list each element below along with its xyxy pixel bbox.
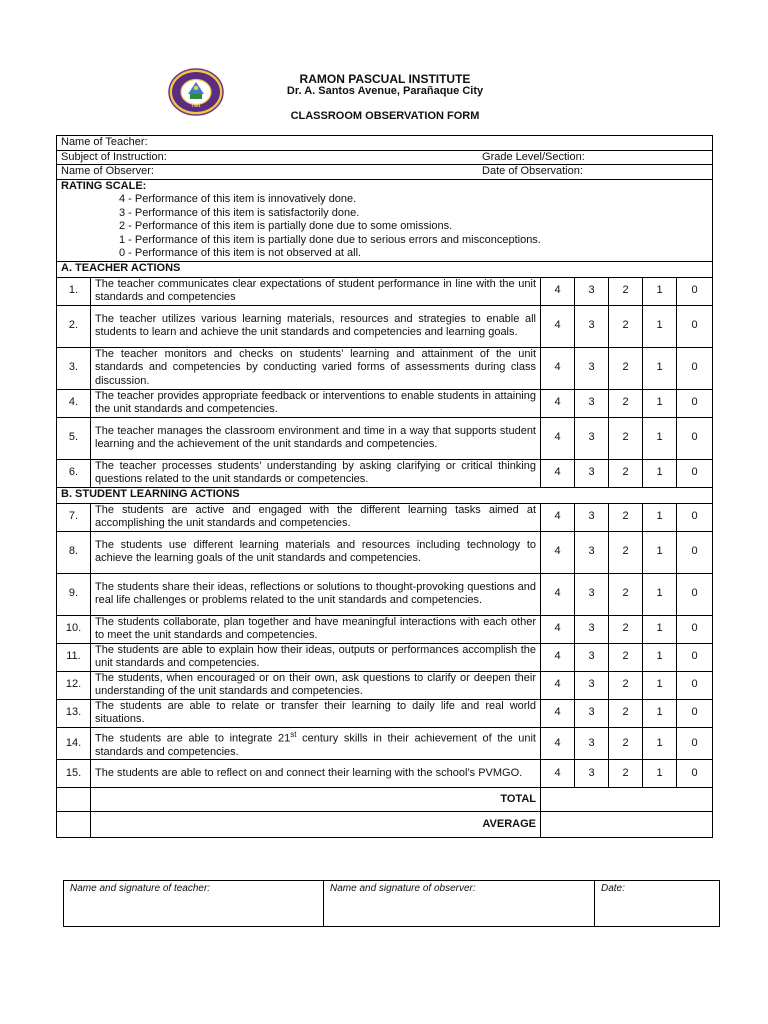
subject-grade-field[interactable] [57, 150, 713, 165]
criterion-statement: The teacher monitors and checks on students’ learning and attainment of the unit standards and competencies by conducting varied forms of assessments during class discussion. [91, 347, 541, 389]
criterion-number: 14. [57, 727, 91, 760]
rating-option-0[interactable]: 0 [677, 417, 713, 459]
school-seal-logo [168, 68, 224, 116]
criterion-statement: The teacher communicates clear expectations of student performance in line with the unit standards and competencies [91, 277, 541, 305]
criterion-statement: The students, when encouraged or on their own, ask questions to clarify or deepen their understanding of the unit standards and competencies. [91, 671, 541, 699]
rating-scale [57, 179, 713, 261]
form-title: CLASSROOM OBSERVATION FORM [290, 110, 480, 122]
rating-option-2[interactable]: 2 [609, 417, 643, 459]
rating-option-4[interactable]: 4 [541, 277, 575, 305]
observer-label: Name of Observer: [61, 165, 154, 177]
rating-option-0[interactable]: 0 [677, 643, 713, 671]
rating-option-3[interactable]: 3 [575, 727, 609, 760]
date-observation-label: Date of Observation: [482, 165, 583, 177]
rating-option-0[interactable]: 0 [677, 671, 713, 699]
rating-option-2[interactable]: 2 [609, 503, 643, 531]
rating-scale-line: 3 - Performance of this item is satisfactorily done. [119, 206, 360, 219]
teacher-signature-box[interactable] [64, 881, 324, 927]
criterion-row [57, 643, 713, 671]
rating-option-0[interactable]: 0 [677, 459, 713, 487]
rating-option-0[interactable]: 0 [677, 389, 713, 417]
rating-option-1[interactable]: 1 [643, 277, 677, 305]
criterion-statement: The students collaborate, plan together and have meaningful interactions with each other to meet the unit standards and competencies. [91, 615, 541, 643]
rating-option-4[interactable]: 4 [541, 671, 575, 699]
rating-option-0[interactable]: 0 [677, 615, 713, 643]
section-a-title: A. TEACHER ACTIONS [57, 261, 713, 277]
rating-option-3[interactable]: 3 [575, 503, 609, 531]
criterion-number: 2. [57, 305, 91, 347]
criterion-number: 10. [57, 615, 91, 643]
criterion-statement: The students are able to explain how their ideas, outputs or performances accomplish the unit standards and competencies. [91, 643, 541, 671]
rating-option-4[interactable]: 4 [541, 643, 575, 671]
signature-table [63, 880, 720, 927]
rating-option-4[interactable]: 4 [541, 615, 575, 643]
rating-option-3[interactable]: 3 [575, 643, 609, 671]
criterion-statement: The teacher manages the classroom environment and time in a way that supports student learning and the achievement of the unit standards and competencies. [91, 417, 541, 459]
rating-option-1[interactable]: 1 [643, 727, 677, 760]
rating-option-1[interactable]: 1 [643, 760, 677, 788]
grade-section-label: Grade Level/Section: [482, 150, 585, 163]
average-label: AVERAGE [91, 812, 541, 838]
criterion-statement: The teacher provides appropriate feedback or interventions to enable students in attaining the unit standards and competencies. [91, 389, 541, 417]
criterion-statement: The teacher processes students’ understanding by asking clarifying or critical thinking questions related to the unit standards or competencies. [91, 459, 541, 487]
rating-option-4[interactable]: 4 [541, 417, 575, 459]
observation-table [56, 135, 713, 838]
rating-option-4[interactable]: 4 [541, 305, 575, 347]
teacher-name-field[interactable] [57, 136, 713, 151]
rating-option-1[interactable]: 1 [643, 389, 677, 417]
criterion-row [57, 671, 713, 699]
criterion-number: 8. [57, 531, 91, 573]
rating-option-4[interactable]: 4 [541, 699, 575, 727]
criterion-number: 7. [57, 503, 91, 531]
average-blank-cell [57, 812, 91, 838]
rating-scale-line: 1 - Performance of this item is partially done due to serious errors and misconceptions. [119, 233, 541, 246]
total-label: TOTAL [91, 788, 541, 812]
rating-option-4[interactable]: 4 [541, 531, 575, 573]
rating-scale-line: 4 - Performance of this item is innovatively done. [119, 193, 357, 205]
criterion-statement: The students are active and engaged with the different learning tasks aimed at accomplishing the unit standards and competencies. [91, 503, 541, 531]
criterion-number: 12. [57, 671, 91, 699]
total-value-cell[interactable] [541, 788, 713, 812]
total-blank-cell [57, 788, 91, 812]
rating-option-0[interactable]: 0 [677, 573, 713, 615]
criterion-row [57, 573, 713, 615]
rating-option-2[interactable]: 2 [609, 277, 643, 305]
teacher-signature-label: Name and signature of teacher: [70, 883, 211, 894]
rating-option-3[interactable]: 3 [575, 760, 609, 788]
rating-option-0[interactable]: 0 [677, 760, 713, 788]
criterion-number: 1. [57, 277, 91, 305]
logo-year: 1984 [191, 103, 201, 108]
rating-scale-line: 0 - Performance of this item is not observed at all. [119, 247, 362, 259]
criterion-number: 11. [57, 643, 91, 671]
rating-option-3[interactable]: 3 [575, 573, 609, 615]
rating-option-4[interactable]: 4 [541, 459, 575, 487]
rating-option-2[interactable]: 2 [609, 347, 643, 389]
criterion-number: 3. [57, 347, 91, 389]
rating-option-0[interactable]: 0 [677, 277, 713, 305]
criterion-row [57, 305, 713, 347]
rating-option-1[interactable]: 1 [643, 459, 677, 487]
rating-option-2[interactable]: 2 [609, 615, 643, 643]
date-signature-box[interactable] [595, 881, 720, 927]
rating-option-3[interactable]: 3 [575, 531, 609, 573]
rating-option-2[interactable]: 2 [609, 531, 643, 573]
rating-option-0[interactable]: 0 [677, 531, 713, 573]
rating-option-3[interactable]: 3 [575, 347, 609, 389]
rating-option-1[interactable]: 1 [643, 531, 677, 573]
criterion-row [57, 727, 713, 760]
rating-option-0[interactable]: 0 [677, 347, 713, 389]
criterion-statement: The teacher utilizes various learning materials, resources and strategies to enable all students to learn and achieve the unit standards and competencies and learning goals. [91, 305, 541, 347]
rating-option-2[interactable]: 2 [609, 727, 643, 760]
rating-option-3[interactable]: 3 [575, 389, 609, 417]
rating-scale-title: RATING SCALE: [61, 179, 147, 192]
rating-option-1[interactable]: 1 [643, 643, 677, 671]
criterion-row [57, 459, 713, 487]
rating-option-2[interactable]: 2 [609, 643, 643, 671]
rating-option-1[interactable]: 1 [643, 615, 677, 643]
criterion-row [57, 760, 713, 788]
criterion-number: 9. [57, 573, 91, 615]
criterion-number: 15. [57, 760, 91, 788]
criterion-row [57, 417, 713, 459]
criterion-row [57, 503, 713, 531]
rating-option-1[interactable]: 1 [643, 347, 677, 389]
rating-option-2[interactable]: 2 [609, 305, 643, 347]
criterion-row [57, 277, 713, 305]
rating-scale-line: 2 - Performance of this item is partially done due to some omissions. [119, 220, 453, 232]
criterion-statement: The students share their ideas, reflections or solutions to thought-provoking questions and real life challenges or problems related to the unit standards and competencies. [91, 573, 541, 615]
rating-option-3[interactable]: 3 [575, 305, 609, 347]
rating-option-1[interactable]: 1 [643, 671, 677, 699]
criterion-statement: The students use different learning materials and resources including technology to achieve the learning goals of the unit standards and competencies. [91, 531, 541, 573]
observer-signature-box[interactable] [324, 881, 595, 927]
rating-option-2[interactable]: 2 [609, 389, 643, 417]
rating-option-4[interactable]: 4 [541, 389, 575, 417]
criterion-statement: The students are able to integrate 21st century skills in their achievement of the unit standards and competencies. [91, 727, 541, 760]
criterion-row [57, 699, 713, 727]
rating-option-2[interactable]: 2 [609, 459, 643, 487]
criterion-statement: The students are able to relate or transfer their learning to daily life and real world situations. [91, 699, 541, 727]
rating-option-3[interactable]: 3 [575, 277, 609, 305]
rating-option-0[interactable]: 0 [677, 503, 713, 531]
rating-option-4[interactable]: 4 [541, 573, 575, 615]
rating-option-1[interactable]: 1 [643, 417, 677, 459]
criterion-row [57, 615, 713, 643]
observer-signature-label: Name and signature of observer: [330, 883, 476, 894]
criterion-statement: The students are able to reflect on and connect their learning with the school’s PVMGO. [91, 760, 541, 788]
criterion-number: 6. [57, 459, 91, 487]
criterion-number: 13. [57, 699, 91, 727]
criterion-row [57, 531, 713, 573]
rating-option-2[interactable]: 2 [609, 573, 643, 615]
rating-option-4[interactable]: 4 [541, 727, 575, 760]
rating-option-4[interactable]: 4 [541, 503, 575, 531]
criterion-row [57, 347, 713, 389]
rating-option-2[interactable]: 2 [609, 699, 643, 727]
section-b-title: B. STUDENT LEARNING ACTIONS [57, 487, 713, 503]
teacher-name-label: Name of Teacher: [61, 136, 148, 148]
rating-option-1[interactable]: 1 [643, 503, 677, 531]
rating-option-0[interactable]: 0 [677, 699, 713, 727]
rating-option-3[interactable]: 3 [575, 417, 609, 459]
rating-option-4[interactable]: 4 [541, 760, 575, 788]
rating-option-3[interactable]: 3 [575, 615, 609, 643]
institution-name: RAMON PASCUAL INSTITUTE [299, 72, 471, 86]
rating-option-4[interactable]: 4 [541, 347, 575, 389]
rating-option-0[interactable]: 0 [677, 305, 713, 347]
date-signature-label: Date: [601, 883, 625, 894]
criterion-row [57, 389, 713, 417]
criterion-number: 5. [57, 417, 91, 459]
rating-option-1[interactable]: 1 [643, 305, 677, 347]
rating-option-1[interactable]: 1 [643, 699, 677, 727]
institution-address: Dr. A. Santos Avenue, Parañaque City [286, 85, 484, 97]
observer-date-field[interactable] [57, 165, 713, 180]
rating-option-2[interactable]: 2 [609, 671, 643, 699]
rating-option-3[interactable]: 3 [575, 459, 609, 487]
rating-option-3[interactable]: 3 [575, 699, 609, 727]
rating-option-2[interactable]: 2 [609, 760, 643, 788]
rating-option-0[interactable]: 0 [677, 727, 713, 760]
rating-option-1[interactable]: 1 [643, 573, 677, 615]
subject-label: Subject of Instruction: [61, 150, 167, 163]
criterion-number: 4. [57, 389, 91, 417]
average-value-cell[interactable] [541, 812, 713, 838]
rating-option-3[interactable]: 3 [575, 671, 609, 699]
